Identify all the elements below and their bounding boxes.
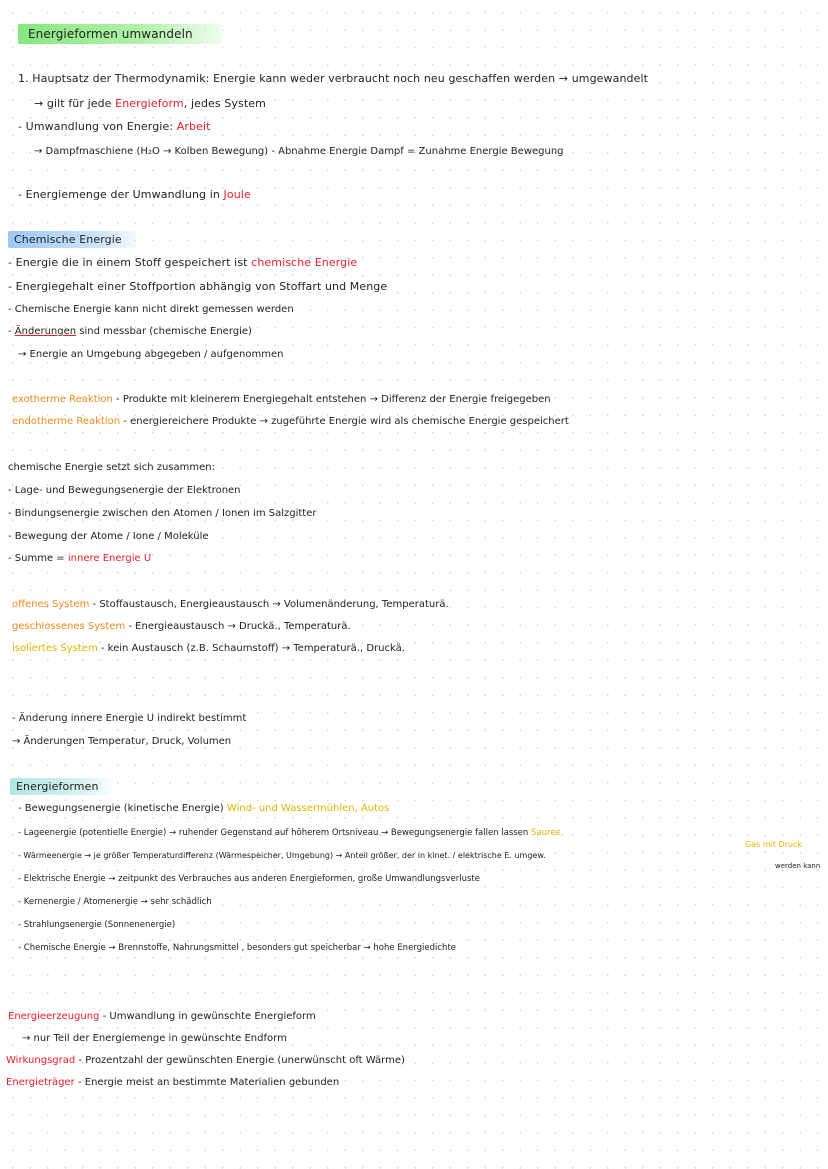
intro-line-5-highlight: Joule: [223, 188, 251, 201]
endo-text: - energiereichere Produkte → zugeführte Energie wird als chemische Energie gespeichert: [123, 416, 569, 427]
system-isolated-text: - kein Austausch (z.B. Schaumstoff) → Temperaturä., Druckä.: [100, 643, 405, 654]
production-text: - Umwandlung in gewünschte Energieform: [102, 1011, 316, 1022]
exo-label: exotherme Reaktion: [12, 394, 113, 405]
intro-line-1: 1. Hauptsatz der Thermodynamik: Energie kann weder verbraucht noch neu geschaffen werden → umgewandelt: [18, 72, 649, 85]
endo-label: endotherme Reaktion: [12, 416, 121, 427]
composition-line-1: - Lage- und Bewegungsenergie der Elektronen: [8, 485, 241, 496]
carrier-label: Energieträger: [6, 1077, 75, 1088]
forms-line-1-a: - Bewegungsenergie (kinetische Energie): [18, 803, 224, 814]
forms-heading-text: Energieformen: [10, 778, 111, 795]
intro-line-3-a: - Umwandlung von Energie:: [18, 120, 174, 133]
inner-line-1: - Änderung innere Energie U indirekt bestimmt: [12, 713, 247, 724]
forms-line-5: - Kernenergie / Atomenergie → sehr schädlich: [18, 897, 212, 907]
efficiency-text: - Prozentzahl der gewünschten Energie (unerwünscht oft Wärme): [78, 1055, 405, 1066]
chem-heading: [8, 233, 136, 247]
forms-line-6: - Strahlungsenergie (Sonnenenergie): [18, 920, 176, 930]
composition-line-3: - Bewegung der Atome / Ione / Moleküle: [8, 531, 209, 542]
system-open: [12, 598, 449, 612]
intro-line-2-a: → gilt für jede: [34, 97, 112, 110]
forms-line-2: [18, 826, 563, 840]
chem-line-4-b: sind messbar (chemische Energie): [79, 326, 252, 337]
title-highlight: [18, 24, 221, 44]
chem-line-2: - Energiegehalt einer Stoffportion abhängig von Stoffart und Menge: [8, 280, 388, 293]
composition-sum: - Summe =: [8, 553, 65, 564]
system-isolated-label: isoliertes System: [12, 643, 98, 654]
forms-line-2-example: Sauree,: [531, 828, 564, 838]
intro-line-4: → Dampfmaschiene (H₂O → Kolben Bewegung) - Abnahme Energie Dampf = Zunahme Energie Bewegung: [34, 146, 564, 157]
composition-inner-energy: innere Energie U: [67, 553, 152, 564]
chem-line-4: - Änderungen sind messbar (chemische Energie): [8, 326, 252, 337]
forms-line-1: [18, 802, 389, 816]
chem-heading-text: Chemische Energie: [8, 231, 136, 248]
forms-heading: [10, 780, 111, 794]
intro-line-3-highlight: Arbeit: [176, 120, 211, 133]
system-open-label: offenes System: [12, 599, 90, 610]
page-title: [18, 27, 221, 41]
system-closed: [12, 620, 351, 634]
chem-line-1: [8, 256, 357, 270]
production-line-1: [8, 1010, 316, 1024]
exo-text: - Produkte mit kleinerem Energiegehalt entstehen → Differenz der Energie freigegeben: [116, 394, 551, 405]
carrier-text: - Energie meist an bestimmte Materialien gebunden: [77, 1077, 340, 1088]
chem-line-1-highlight: chemische Energie: [251, 256, 358, 269]
system-closed-label: geschlossenes System: [12, 621, 126, 632]
system-closed-text: - Energieaustausch → Druckä., Temperaturä.: [128, 621, 351, 632]
composition-line-2: - Bindungsenergie zwischen den Atomen / Ionen im Salzgitter: [8, 508, 317, 519]
intro-line-5: [18, 188, 251, 202]
efficiency-line: [6, 1054, 405, 1068]
composition-intro: chemische Energie setzt sich zusammen:: [8, 462, 215, 473]
system-open-text: - Stoffaustausch, Energieaustausch → Volumenänderung, Temperaturä.: [92, 599, 449, 610]
inner-line-2: → Änderungen Temperatur, Druck, Volumen: [12, 736, 232, 747]
chem-line-5: → Energie an Umgebung abgegeben / aufgenommen: [18, 349, 284, 360]
forms-line-3: - Wärmeenergie → je größer Temperaturdifferenz (Wärmespeicher, Umgebung) → Anteil größer, der in kinet. / elektrische E. umgew.: [18, 851, 546, 860]
efficiency-label: Wirkungsgrad: [6, 1055, 76, 1066]
system-isolated: [12, 642, 405, 656]
title-text: Energieformen umwandeln: [28, 27, 193, 41]
intro-line-2-highlight: Energieform: [115, 97, 184, 110]
forms-line-7: - Chemische Energie → Brennstoffe, Nahrungsmittel , besonders gut speicherbar → hohe Energiedichte: [18, 943, 457, 953]
composition-line-4: [8, 552, 151, 566]
forms-line-4: - Elektrische Energie → zeitpunkt des Verbrauches aus anderen Energieformen, große Umwandlungsverluste: [18, 874, 480, 884]
exo-line: [12, 393, 551, 407]
forms-line-1-examples: Wind- und Wassermühlen, Autos: [226, 803, 390, 814]
intro-line-3: [18, 120, 211, 134]
chem-line-3: - Chemische Energie kann nicht direkt gemessen werden: [8, 304, 294, 315]
production-line-2: → nur Teil der Energiemenge in gewünschte Endform: [22, 1033, 287, 1044]
intro-line-2-c: , jedes System: [183, 97, 266, 110]
forms-line-2-a: - Lageenergie (potentielle Energie) → ruhender Gegenstand auf höherem Ortsniveau → Bewegungsenergie fallen lassen: [18, 828, 529, 838]
forms-line-2-note-text: Gas mit Druck: [745, 840, 803, 849]
forms-line-2-note: [745, 838, 802, 852]
production-label: Energieerzeugung: [8, 1011, 100, 1022]
chem-line-1-a: - Energie die in einem Stoff gespeichert ist: [8, 256, 248, 269]
forms-line-3-wrap: werden kann: [775, 862, 821, 870]
intro-line-5-a: - Energiemenge der Umwandlung in: [18, 188, 220, 201]
endo-line: [12, 415, 569, 429]
chem-line-4-underlined: Änderungen: [14, 326, 77, 337]
intro-line-2: [34, 97, 266, 111]
carrier-line: [6, 1076, 339, 1090]
